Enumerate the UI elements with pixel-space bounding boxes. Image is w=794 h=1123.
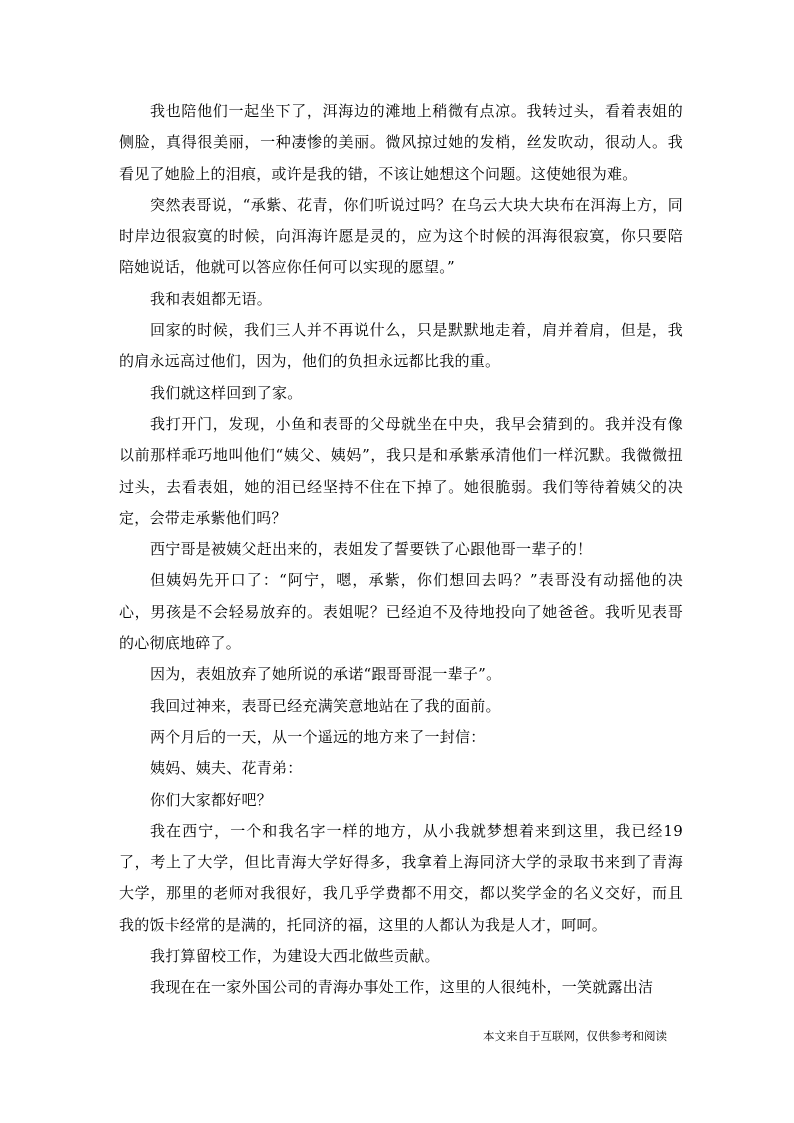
paragraph: 西宁哥是被姨父赶出来的，表姐发了誓要铁了心跟他哥一辈子的！	[150, 540, 593, 559]
paragraph: 你们大家都好吧？	[150, 790, 273, 809]
paragraph: 我回过神来，表哥已经充满笑意地站在了我的面前。	[150, 696, 501, 715]
paragraph: 我现在在一家外国公司的青海办事处工作，这里的人很纯朴，一笑就露出洁	[150, 978, 654, 997]
document-body	[119, 96, 683, 1004]
paragraph: 两个月后的一天，从一个遥远的地方来了一封信：	[150, 727, 486, 746]
paragraph: 但姨妈先开口了：“阿宁，嗯，承紫，你们想回去吗？”表哥没有动摇他的决心，男孩是不会轻易放弃的。表姐呢？已经迫不及待地投向了她爸爸。我听见表哥的心彻底地碎了。	[119, 571, 683, 653]
page-footer-note: 本文来自于互联网，仅供参考和阅读	[483, 1029, 667, 1043]
paragraph: 回家的时候，我们三人并不再说什么，只是默默地走着，肩并着肩，但是，我的肩永远高过他们，因为，他们的负担永远都比我的重。	[119, 321, 683, 371]
paragraph: 我在西宁，一个和我名字一样的地方，从小我就梦想着来到这里，我已经19了，考上了大学，但比青海大学好得多，我拿着上海同济大学的录取书来到了青海大学，那里的老师对我很好，我几乎学费都不用交，都以奖学金的名义交好，而且我的饭卡经常的是满的，托同济的福，这里的人都认为我是人才，呵呵。	[119, 821, 683, 934]
paragraph: 我和表姐都无语。	[150, 289, 273, 308]
paragraph: 因为，表姐放弃了她所说的承诺“跟哥哥混一辈子”。	[150, 665, 502, 684]
paragraph: 我打开门，发现，小鱼和表哥的父母就坐在中央，我早会猜到的。我并没有像以前那样乖巧地叫他们“姨父、姨妈”，我只是和承紫承清他们一样沉默。我微微扭过头，去看表姐，她的泪已经坚持不住在下掉了。她很脆弱。我们等待着姨父的决定，会带走承紫他们吗？	[119, 414, 683, 527]
paragraph: 我也陪他们一起坐下了，洱海边的滩地上稍微有点凉。我转过头，看着表姐的侧脸，真得很美丽，一种凄惨的美丽。微风掠过她的发梢，丝发吹动，很动人。我看见了她脸上的泪痕，或许是我的错，不该让她想这个问题。这使她很为难。	[119, 102, 683, 183]
paragraph: 我打算留校工作，为建设大西北做些贡献。	[150, 947, 440, 966]
paragraph: 突然表哥说，“承紫、花青，你们听说过吗？在乌云大块大块布在洱海上方，同时岸边很寂寞的时候，向洱海许愿是灵的，应为这个时候的洱海很寂寞，你只要陪陪她说话，他就可以答应你任何可以实现的愿望。”	[119, 195, 683, 277]
paragraph: 我们就这样回到了家。	[150, 383, 303, 402]
letter-salutation: 姨妈、姨夫、花青弟：	[150, 759, 303, 778]
